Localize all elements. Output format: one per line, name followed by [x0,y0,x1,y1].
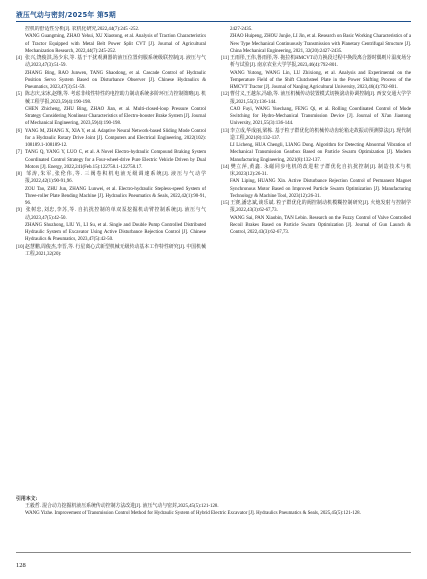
reference-number: [8] [16,172,22,177]
reference-text: WANG Sai, PAN Xiaobin, TAN Lebin. Research on the Fuzzy Control of Valve Controlled Recoil Brakes Based on Particle Swarm Optimization [J]. Journal of Gun Launch & Control, 2022,43(3):62-67,73. [230,215,411,235]
journal-header: 液压气动与密封/2025年 第5期 [16,11,116,19]
reference-entry [16,244,206,259]
reference-entry [221,33,411,55]
reference-text: CAO Fuyi, WANG Yuechang, FENG Qi, et al. Rolling Coordinated Control of Mode Switching for Hydro-Mechanical Transmission Device [J]. Journal of Xi'an Jiaotong University, 2021,55(3):136-144. [230,106,411,127]
reference-text: 控机的舒适性分析[J]. 农机化研究,2022,44(7):245 -252. [25,27,140,32]
reference-number: [10] [16,244,25,250]
reference-entry [221,200,411,215]
reference-number: [9] [16,208,22,214]
reference-entry [221,164,411,179]
reference-number: [11] [221,56,229,61]
reference-text: 张树忠,刘忠,李苏,等. 自抗扰控制的单双泵挖掘机动臂控制系统[J]. 液压与气动,2023,47(5):42-50. [25,208,206,221]
reference-number: [12] [221,92,230,98]
reference-entry [221,178,411,200]
reference-text: YANG M, ZHANG X, XIA Y, et al. Adaptive Neural Network-based Sliding Mode Control for a Hydraulic Rotary Drive Joint [J]. Computers and Electrical Engineering, 2022(102): 108189.1-108189-12. [25,128,206,148]
citation-english: WANG Yizhe. Improvement of Transmission Control Method for Hydraulic System of Hybrid Electric Excavator [J]. Hydraulics Pneumatics & Seals, 2025,45(5):121-128. [25,511,361,517]
citation-chinese: 王毅哲. 混合动力挖掘机液压系统传动控制方法改进[J]. 液压气动与密封,2025,45(5):121-128. [25,504,219,510]
citation-block [16,496,411,518]
reference-text: 樊立萍,黄鑫. 永磁同步电机的改进粒子群优化自抗扰控制[J]. 制造技术与机床,2023(12):26-31. [230,164,411,177]
reference-entry [16,70,206,92]
reference-number: [15] [221,201,230,206]
reference-number: [13] [221,128,230,134]
reference-text: 陈志庆,宋冰,赵继,等. 考虑非线性特性的电控助力制动系统多阶环压力控制策略[J]. 机械工程学报,2023,59(4):190-198. [25,92,206,105]
reference-entry [16,149,206,171]
reference-entry [221,91,411,106]
page-number: 128 [16,562,26,569]
footer-divider [16,552,411,553]
reference-number: [5] [16,92,22,98]
reference-entry [16,222,206,244]
reference-entry [16,128,206,150]
reference-text: 李立成,华成丽,梁栋. 基于粒子群优化的机械传动齿轮箱走故振动预测算法[J]. 现代制造工程,2021(8):132-137. [230,128,411,141]
reference-text: 张兴,饶俊淇,汤少东,等. 基于干扰观测器的液压位置伺服系统级联控制[J]. 液压与气动,2023,47(3):51-59. [25,56,206,69]
reference-entry [221,215,411,237]
reference-entry [16,91,206,106]
reference-text: FAN Liping, HUANG Xin. Active Disturbance Rejection Control of Permanent Magnet Synchronous Motor Based on Improved Particle Swarm Optimization [J]. Manufacturing Technology & Machine Tool, 2023(12):26-31. [230,179,411,199]
reference-entry [221,26,411,33]
reference-entry [16,55,206,70]
reference-entry [16,171,206,186]
reference-entry [16,33,206,55]
reference-text: WANG Guangming, ZHAO Yehui, XU Xiaotong, et al. Analysis of Traction Characteristics of Tractor Equipped with Metal Belt Power Split CVT [J]. Journal of Agricultural Mechanization Research, 2022,44(7):245-252. [25,34,206,54]
reference-text: 赵慧鹏,周俊杰,李晋,等. 行星离心式新型机械无级传动基本工作特性研究[J]. 中国机械工程,2021,32(20): [25,244,206,257]
reference-entry [16,106,206,128]
reference-text: LI Licheng, HUA Chengli, LIANG Dong. Algorithm for Detecting Abnormal Vibration of Mechanical Transmission Gearbox Based on Particle Swarm Optimization [J]. Modern Manufacturing Engineering, 2021(8):132-137. [230,143,411,163]
reference-entry [221,142,411,164]
reference-entry [16,186,206,208]
reference-number: [6] [16,128,22,134]
reference-entry [221,70,411,92]
reference-entry [16,207,206,222]
reference-text: ZHANG Bing, RAO Junwen, TANG Shaodong, et al. Cascade Control of Hydraulic Position Servo System Based on Disturbance Observer [J]. Chinese Hydraulics & Pneumatics, 2023,47(3):51-59. [25,70,206,90]
citation-label: 引用本文: [16,497,38,502]
reference-text: 邹涛,朱军,张伦伟,等. 三阀卷积机电液无级调速系统[J]. 液压与气动学报,2022,42(1):90-91,96. [25,172,206,185]
reference-number: [14] [221,164,230,170]
reference-entry [221,106,411,128]
reference-column-left [16,26,206,551]
reference-text: 王雨彤,王伟,鲁雨彤,等. 拖拉机HMCVT动力换段过程中换段离合器时偶则片温度场分析与试验[J]. 南京农业大学学报,2023,46(4):792-801. [230,56,411,69]
reference-text: ZHANG Shuzhong, LIU Yi, LI Su, et al. Single and Double Pump Controlled Distributed Hydraulic System of Excavator Using Active Disturbance Rejection Control [J]. Chinese Hydraulics & Pneumatics, 2023,47(5):42-50. [25,222,206,243]
reference-text: TANG Q, YANG Y, LUO C, et al. A Novel Electro-hydraulic Compound Braking System Coordinated Control Strategy for a Four-wheel-drive Pure Electric Vehicle Driven by Dual Motors [J]. Energy, 2022,241(Feb.15):122750.1-122750.17. [25,150,206,170]
reference-text: 2427-2435. [230,27,253,32]
reference-column-right [221,26,411,551]
header-divider [16,21,411,22]
reference-number: [7] [16,150,22,156]
reference-entry [221,55,411,70]
reference-text: CHEN Zhicheng, ZHU Bing, ZHAO Jian, et al. Multi-closed-loop Pressure Control Strategy Considering Nonlinear Characteristics of Electro-booster Brake System [J]. Journal of Mechanical Engineering, 2023,59(4):190-198. [25,106,206,127]
reference-entry [16,26,206,33]
reference-number: [4] [16,56,22,61]
reference-entry [221,128,411,143]
reference-text: ZOU Tao, ZHU Jun, ZHANG Lunwei, et al. Electro-hydraulic Stepless-speed System of Three-roller Plate Bending Machine [J]. Hydraulics Pneumatics & Seals, 2022,42(1):90-91, 96. [25,186,206,206]
reference-text: 王赛,潘忠斌,谈乐斌. 粒子群优化的阀控制动机模糊控制研究[J]. 火炮发射与控制学报,2022,43(3):62-67,73. [230,201,411,214]
reference-text: 曹付义,王越东,冯瑜,等. 液压机械传动装置模式切换滚动协调控制[J]. 西安交通大学学报,2021,55(3):136-144. [230,92,411,105]
reference-text: WANG Yutong, WANG Lin, LU Zhixiong, et al. Analysis and Experimental on the Temperature Field of the Shift Clutchsteel Plate in the Power Shifting Process of the HMCVT Tractor [J]. Journal of Nanjing Agricultural University, 2023,46(4):792-801. [230,70,411,90]
reference-text: ZHAO Huipeng, ZHOU Junjie, LI Jin, et al. Research on Basic Working Characteristics of a New Type Mechanical Continuously Transmission with Planetary Centrifugal Structure [J]. China Mechanical Engineering, 2021, 32(20):2427-2435. [230,34,411,54]
